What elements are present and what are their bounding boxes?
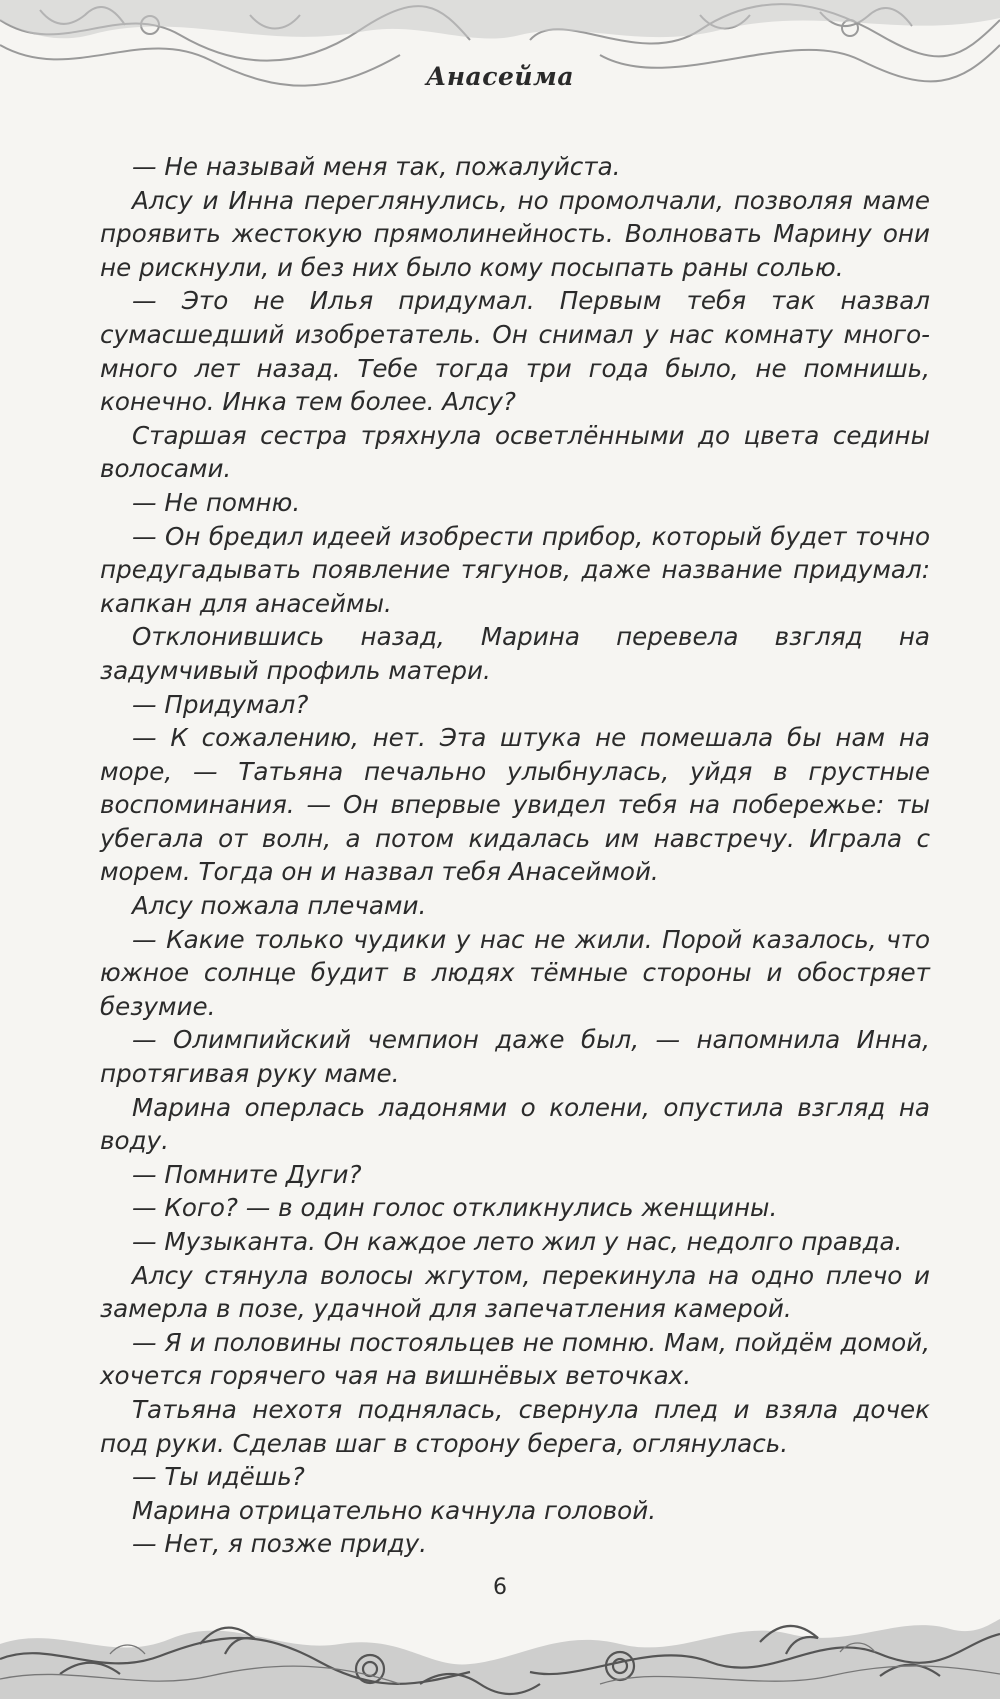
paragraph: Марина отрицательно качнула головой. — [132, 1495, 657, 1525]
paragraph: Алсу пожала плечами. — [132, 891, 427, 921]
paragraph: Отклонившись назад, Марина перевела взгляд на задумчивый профиль матери. — [100, 622, 930, 685]
paragraph: — Придумал? — [132, 689, 309, 719]
paragraph: — Кого? — в один голос откликнулись женщины. — [132, 1193, 778, 1223]
paragraph: — Это не Илья придумал. Первым тебя так назвал сумасшедший изобретатель. Он снимал у нас комнату много-много лет назад. Тебе тогда три года было, не помнишь, конечно. Инка тем более. Алсу? — [100, 286, 930, 417]
paragraph: — Нет, я позже приду. — [132, 1529, 427, 1559]
paragraph: Алсу и Инна переглянулись, но промолчали, позволяя маме проявить жестокую прямолинейность. Волновать Марину они не рискнули, и без них было кому посыпать раны солью. — [100, 185, 930, 282]
paragraph: — Музыканта. Он каждое лето жил у нас, недолго правда. — [132, 1227, 903, 1256]
page-number: 6 — [493, 1575, 507, 1600]
paragraph: — Я и половины постояльцев не помню. Мам, пойдём домой, хочется горячего чая на вишнёвых веточках. — [100, 1327, 930, 1391]
running-title: Анасейма — [425, 62, 575, 91]
paragraph: Алсу стянула волосы жгутом, перекинула на одно плечо и замерла в позе, удачной для запечатления камерой. — [100, 1260, 930, 1324]
paragraph: — Ты идёшь? — [132, 1462, 305, 1492]
paragraph: — Помните Дуги? — [132, 1159, 362, 1189]
paragraph: Старшая сестра тряхнула осветлёнными до цвета седины волосами. — [100, 420, 930, 484]
body-text — [100, 150, 930, 1561]
paragraph: — К сожалению, нет. Эта штука не помешала бы нам на море, — Татьяна печально улыбнулась, уйдя в грустные воспоминания. — Он впервые увидел тебя на побережье: ты убегала от волн, а потом кидалась им навстречу. Играла с морем. Тогда он и назвал тебя Анасеймой. — [100, 723, 930, 887]
bottom-wave-ornament — [0, 1584, 1000, 1699]
paragraph: Марина оперлась ладонями о колени, опустила взгляд на воду. — [100, 1092, 930, 1156]
paragraph: Татьяна нехотя поднялась, свернула плед и взяла дочек под руки. Сделав шаг в сторону берега, оглянулась. — [100, 1394, 930, 1458]
paragraph: — Какие только чудики у нас не жили. Порой казалось, что южное солнце будит в людях тёмные стороны и обостряет безумие. — [100, 924, 930, 1021]
paragraph: — Не помню. — [132, 487, 301, 517]
paragraph: — Он бредил идеей изобрести прибор, который будет точно предугадывать появление тягунов, даже название придумал: капкан для анасеймы. — [100, 521, 930, 618]
paragraph: — Олимпийский чемпион даже был, — напомнила Инна, протягивая руку маме. — [100, 1025, 930, 1089]
paragraph: — Не называй меня так, пожалуйста. — [132, 152, 621, 181]
